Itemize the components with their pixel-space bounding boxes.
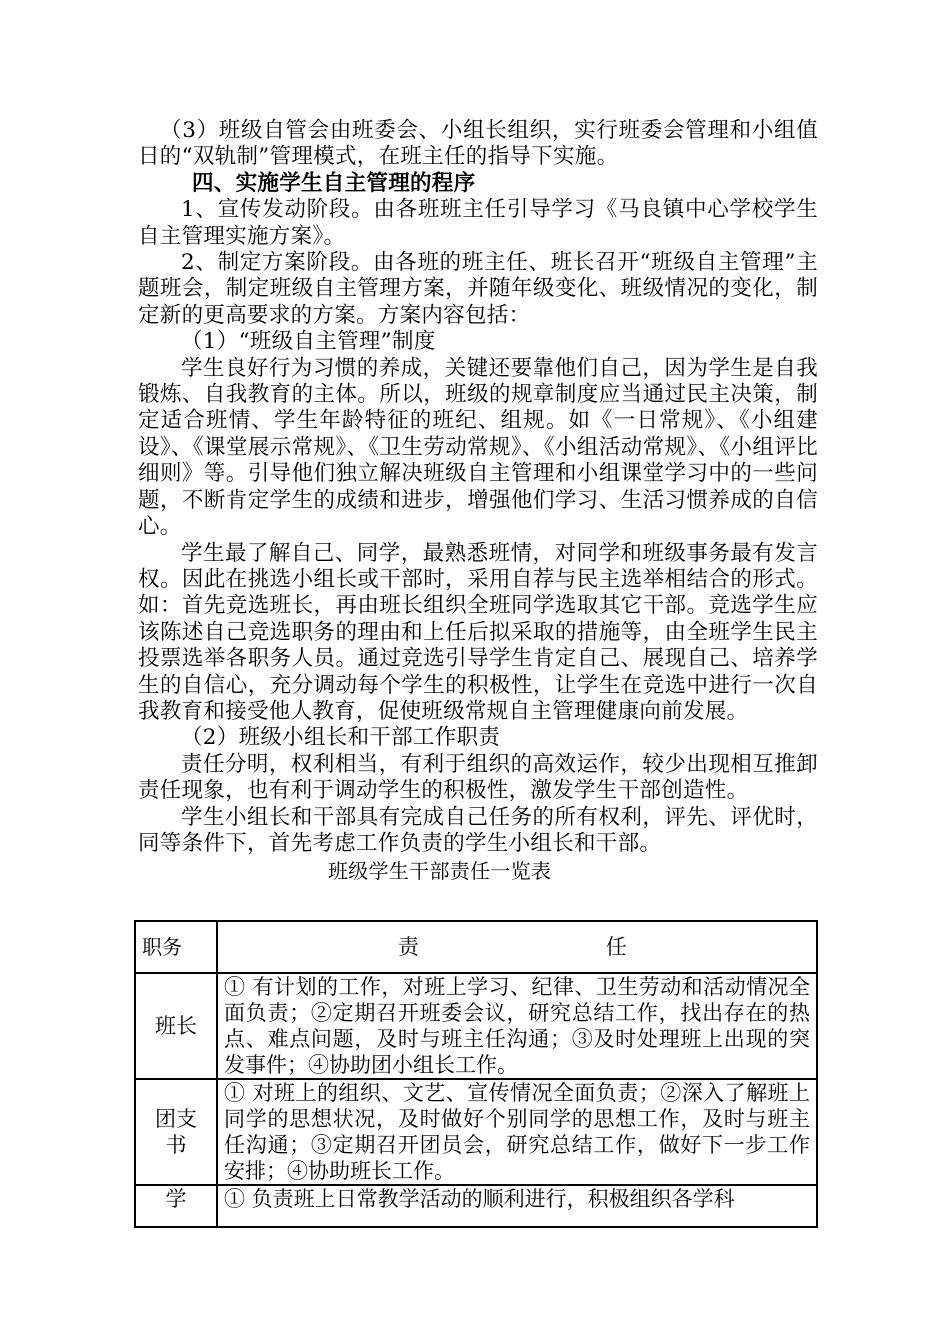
subheading-duties: （2）班级小组长和干部工作职责 [181,725,501,751]
section-heading-procedure: 四、实施学生自主管理的程序 [192,170,476,196]
paragraph-election: 学生最了解自己、同学，最熟悉班情，对同学和班级事务最有发言权。因此在挑选小组长或干部时，采用自荐与民主选举相结合的形式。如：首先竞选班长，再由班长组织全班同学选取其它干部。竞选学生应该陈述自己竞选职务的理由和上任后拟采取的措施等，由全班学生民主投票选举各职务人员。通过竞选引导学生肯定自己、展现自己、培养学生的自信心，充分调动每个学生的积极性，让学生在竞选中进行一次自我教育和接受他人教育，促使班级常规自主管理健康向前发展。 [138,540,818,724]
responsibility-cell: ① 对班上的组织、文艺、宣传情况全面负责；②深入了解班上同学的思想状况，及时做好个别同学的思想工作，及时与班主任沟通；③定期召开团员会，研究总结工作，做好下一步工作安排；④协助班长工作。 [217,1079,817,1185]
table-row [135,973,817,1079]
header-role-cell [135,921,217,973]
cadre-duty-table [134,920,818,1228]
table-header-row [135,921,817,973]
header-role-label: 职务 [142,935,182,959]
table-title: 班级学生干部责任一览表 [328,859,552,884]
paragraph-good-habits: 学生良好行为习惯的养成，关键还要靠他们自己，因为学生是自我锻炼、自我教育的主体。所以，班级的规章制度应当通过民主决策，制定适合班情、学生年龄特征的班纪、组规。如《一日常规》、《小组建设》、《课堂展示常规》、《卫生劳动常规》、《小组活动常规》、《小组评比细则》等。引导他们独立解决班级自主管理和小组课堂学习中的一些问题，不断肯定学生的成绩和进步，增强他们学习、生活习惯养成的自信心。 [138,355,818,540]
responsibility-cell: ① 有计划的工作，对班上学习、纪律、卫生劳动和活动情况全面负责；②定期召开班委会议，研究总结工作，找出存在的热点、难点问题，及时与班主任沟通；③及时处理班上出现的突发事件；④协助团小组长工作。 [217,973,817,1079]
paragraph-publicity-stage: 1、宣传发动阶段。由各班班主任引导学习《马良镇中心学校学生自主管理实施方案》。 [138,197,818,249]
document-body [138,118,818,883]
table-row [135,1079,817,1185]
role-cell: 班长 [135,973,217,1079]
paragraph-clear-responsibility: 责任分明，权利相当，有利于组织的高效运作，较少出现相互推卸责任现象，也有利于调动学生的积极性，激发学生干部创造性。 [138,751,818,804]
role-cell: 团支书 [135,1079,217,1185]
paragraph-rights: 学生小组长和干部具有完成自己任务的所有权利，评先、评优时，同等条件下，首先考虑工作负责的学生小组长和干部。 [138,804,818,856]
header-resp-char-2: 任 [605,935,627,959]
table-row [135,1185,817,1227]
role-cell: 学 [135,1185,217,1227]
paragraph-plan-stage: 2、制定方案阶段。由各班的班主任、班长召开“班级自主管理”主题班会，制定班级自主管理方案，并随年级变化、班级情况的变化，制定新的更高要求的方案。方案内容包括： [138,250,818,328]
responsibility-cell: ① 负责班上日常教学活动的顺利进行，积极组织各学科 [217,1185,817,1227]
paragraph-self-management-committee: （3）班级自管会由班委会、小组长组织，实行班委会管理和小组值日的“双轨制”管理模式，在班主任的指导下实施。 [138,118,818,170]
header-resp-cell [217,921,817,973]
header-resp-char-1: 责 [398,935,419,959]
subheading-system: （1）“班级自主管理”制度 [181,329,436,355]
